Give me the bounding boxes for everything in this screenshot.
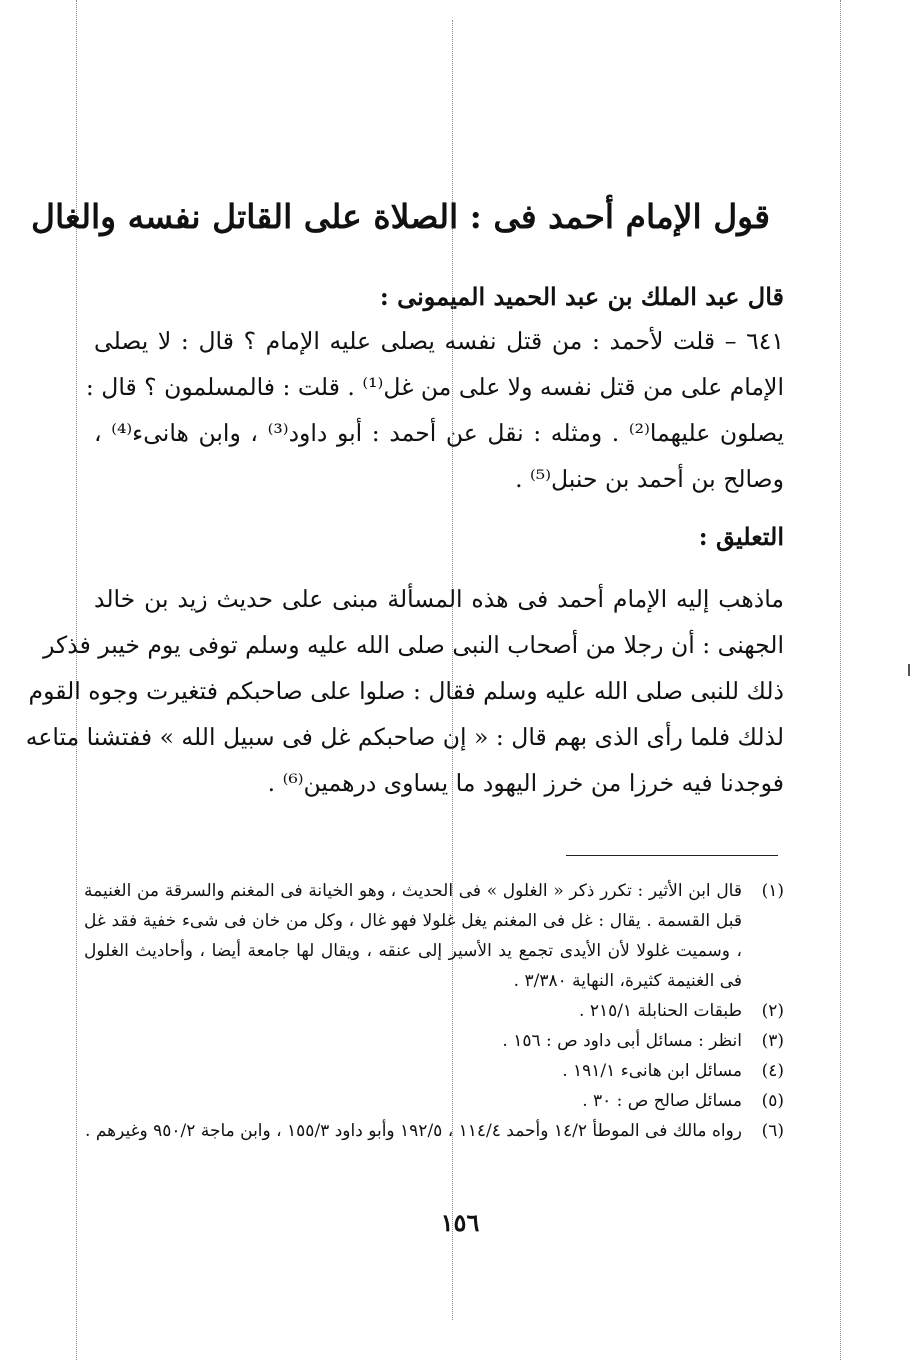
footnote-6 — [84, 1116, 784, 1146]
footnote-number: (٥) — [761, 1091, 784, 1111]
footnote-4 — [84, 1056, 784, 1086]
commentary-heading: التعليق : — [698, 522, 784, 551]
footnote-2 — [84, 996, 784, 1026]
commentary-line: الجهنى : أن رجلا من أصحاب النبى صلى الله عليه وسلم توفى يوم خيبر فذكر — [43, 631, 784, 659]
footnote-text: قال ابن الأثير : تكرر ذكر « الغلول » فى الحديث ، وهو الخيانة فى المغنم والسرقة من الغنيمة قبل القسمة . يقال : غل فى المغنم يغل غلولا فهو غال ، وكل من خان فى شىء خفية فقد غل ، وسميت غلولا لأن الأيدى تجمع يد الأسير إلى عنقه ، ويقال لها جامعة أيضا ، وأحاديث الغلول فى الغنيمة كثيرة، النهاية ٣/٣٨٠ . — [84, 881, 742, 991]
commentary-line: ذلك للنبى صلى الله عليه وسلم فقال : صلوا على صاحبكم فتغيرت وجوه القوم — [28, 677, 784, 705]
scan-mark — [908, 664, 910, 676]
footnote-text: طبقات الحنابلة ٢١٥/١ . — [579, 1001, 742, 1021]
footnote-text: انظر : مسائل أبى داود ص : ١٥٦ . — [502, 1031, 742, 1051]
footnote-number: (٢) — [761, 1001, 784, 1021]
margin-guide-right — [840, 0, 841, 1360]
footnote-number: (٣) — [761, 1031, 784, 1051]
page-number: ١٥٦ — [440, 1208, 480, 1237]
intro-line: قال عبد الملك بن عبد الحميد الميمونى : — [379, 282, 784, 311]
main-paragraph-line: يصلون عليهما⁽²⁾ . ومثله : نقل عن أحمد : أبو داود⁽³⁾ ، وابن هانىء⁽⁴⁾ ، — [94, 419, 785, 447]
commentary-line: ماذهب إليه الإمام أحمد فى هذه المسألة مبنى على حديث زيد بن خالد — [94, 585, 784, 613]
main-paragraph-line: وصالح بن أحمد بن حنبل⁽⁵⁾ . — [515, 465, 784, 493]
footnote-separator — [566, 855, 778, 856]
footnote-text: مسائل صالح ص : ٣٠ . — [582, 1091, 742, 1111]
main-paragraph-line: ٦٤١ – قلت لأحمد : من قتل نفسه يصلى عليه الإمام ؟ قال : لا يصلى — [94, 327, 784, 355]
commentary-line: فوجدنا فيه خرزا من خرز اليهود ما يساوى درهمين⁽⁶⁾ . — [267, 769, 784, 797]
main-paragraph-line: الإمام على من قتل نفسه ولا على من غل⁽¹⁾ . قلت : فالمسلمون ؟ قال : — [85, 373, 784, 401]
footnote-number: (٤) — [761, 1061, 784, 1081]
footnotes — [84, 876, 784, 1146]
commentary-paragraph — [25, 576, 784, 806]
commentary-line: لذلك فلما رأى الذى بهم قال : « إن صاحبكم غل فى سبيل الله » ففتشنا متاعه — [25, 723, 784, 751]
page-title: قول الإمام أحمد فى : الصلاة على القاتل نفسه والغال — [31, 197, 770, 236]
footnote-number: (٦) — [761, 1121, 784, 1141]
footnote-text: مسائل ابن هانىء ١٩١/١ . — [562, 1061, 742, 1081]
footnote-5 — [84, 1086, 784, 1116]
footnote-3 — [84, 1026, 784, 1056]
main-paragraph — [85, 318, 785, 502]
footnote-1 — [84, 876, 784, 996]
footnote-text: رواه مالك فى الموطأ ١٤/٢ وأحمد ١١٤/٤ ، ١٩٢/٥ وأبو داود ١٥٥/٣ ، وابن ماجة ٩٥٠/٢ وغيرهم . — [85, 1121, 742, 1141]
footnote-number: (١) — [761, 881, 784, 901]
